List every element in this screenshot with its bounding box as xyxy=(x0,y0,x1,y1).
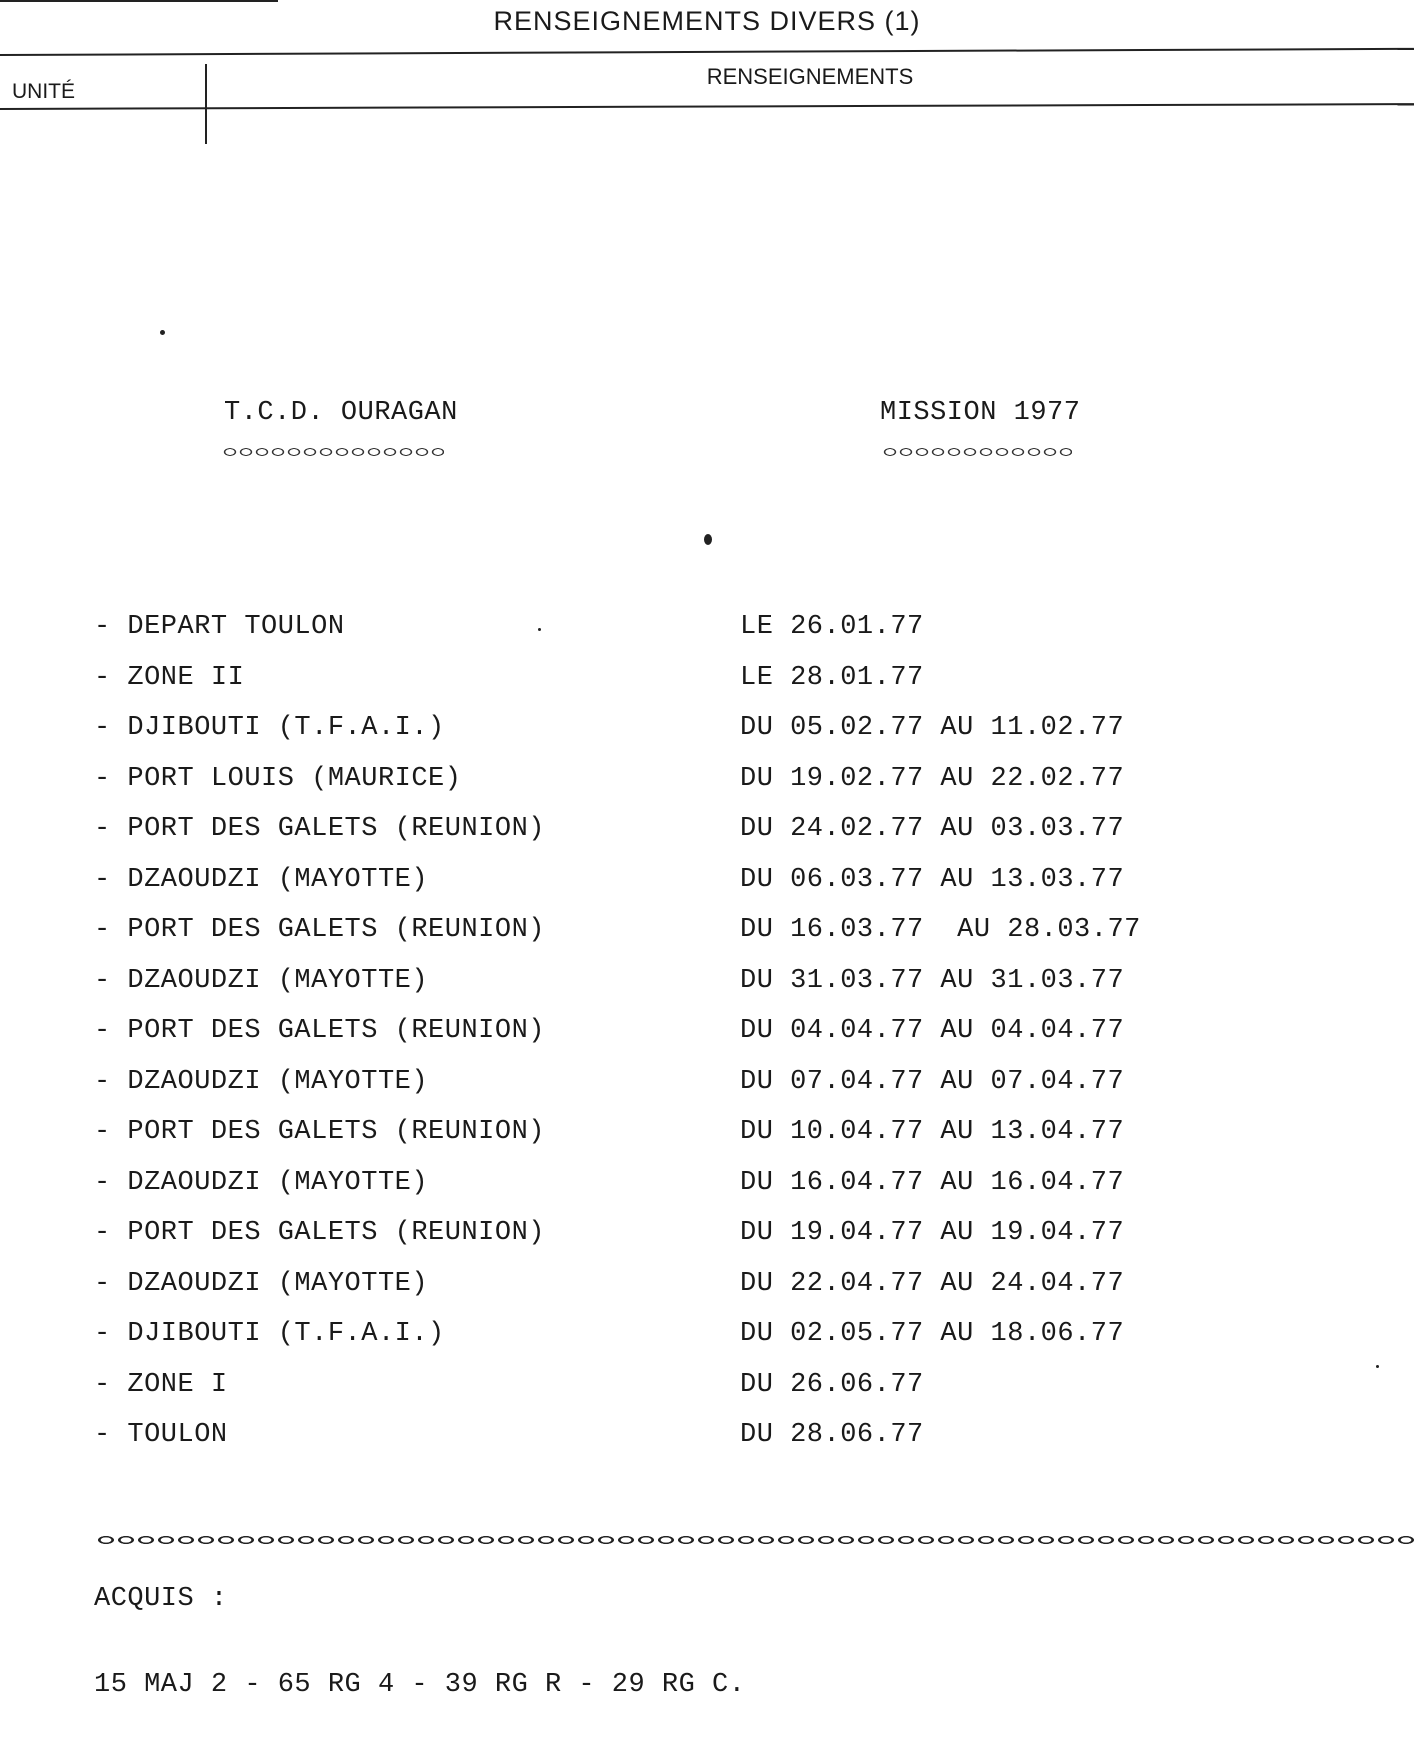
port-dates: DU 28.06.77 xyxy=(740,1420,924,1450)
port-dates: DU 05.02.77 AU 11.02.77 xyxy=(740,713,1125,743)
port-name: - DEPART TOULON xyxy=(94,612,345,642)
list-item xyxy=(94,1420,1344,1471)
list-item xyxy=(94,1168,1344,1219)
list-item xyxy=(94,1370,1344,1421)
port-name: - PORT DES GALETS (REUNION) xyxy=(94,814,545,844)
itinerary-list xyxy=(94,612,1344,1471)
port-name: - TOULON xyxy=(94,1420,228,1450)
port-dates: LE 26.01.77 xyxy=(740,612,924,642)
port-dates: DU 24.02.77 AU 03.03.77 xyxy=(740,814,1125,844)
list-item xyxy=(94,663,1344,714)
list-item xyxy=(94,1269,1344,1320)
list-item xyxy=(94,1067,1344,1118)
list-item xyxy=(94,1016,1344,1067)
port-dates: DU 02.05.77 AU 18.06.77 xyxy=(740,1319,1125,1349)
list-item xyxy=(94,915,1344,966)
port-name: - PORT DES GALETS (REUNION) xyxy=(94,1218,545,1248)
port-dates: DU 10.04.77 AU 13.04.77 xyxy=(740,1117,1125,1147)
port-name: - ZONE II xyxy=(94,662,245,693)
port-dates: DU 07.04.77 AU 07.04.77 xyxy=(740,1066,1125,1097)
port-name: - PORT DES GALETS (REUNION) xyxy=(94,915,545,945)
port-name: - DJIBOUTI (T.F.A.I.) xyxy=(94,713,445,743)
port-name: - DJIBOUTI (T.F.A.I.) xyxy=(94,1319,445,1349)
port-name: - PORT LOUIS (MAURICE) xyxy=(94,763,462,794)
port-dates: DU 19.02.77 AU 22.02.77 xyxy=(740,763,1125,794)
top-left-rule xyxy=(0,0,278,2)
port-dates: DU 19.04.77 AU 19.04.77 xyxy=(740,1218,1125,1248)
list-item xyxy=(94,612,1344,663)
port-dates: DU 22.04.77 AU 24.04.77 xyxy=(740,1268,1125,1299)
scan-speck xyxy=(704,534,712,545)
list-item xyxy=(94,1218,1344,1269)
port-dates: DU 31.03.77 AU 31.03.77 xyxy=(740,965,1125,996)
scan-speck xyxy=(160,330,165,335)
port-name: - ZONE I xyxy=(94,1369,228,1400)
port-dates: DU 16.04.77 AU 16.04.77 xyxy=(740,1167,1125,1198)
list-item xyxy=(94,1319,1344,1370)
port-dates: DU 16.03.77 AU 28.03.77 xyxy=(740,915,1141,945)
acquis-value: 15 MAJ 2 - 65 RG 4 - 39 RG R - 29 RG C. xyxy=(94,1670,746,1700)
ship-name: T.C.D. OURAGAN xyxy=(224,398,458,428)
port-name: - DZAOUDZI (MAYOTTE) xyxy=(94,1268,429,1299)
header-top-rule xyxy=(0,48,1414,56)
port-dates: LE 28.01.77 xyxy=(740,662,924,693)
scan-speck xyxy=(538,628,541,631)
mission-title: MISSION 1977 xyxy=(880,398,1081,428)
section-separator xyxy=(96,1534,1414,1546)
form-title: RENSEIGNEMENTS DIVERS (1) xyxy=(493,6,921,36)
list-item xyxy=(94,713,1344,764)
port-name: - PORT DES GALETS (REUNION) xyxy=(94,1117,545,1147)
list-item xyxy=(94,814,1344,865)
port-dates: DU 04.04.77 AU 04.04.77 xyxy=(740,1016,1125,1046)
port-dates: DU 06.03.77 AU 13.03.77 xyxy=(740,864,1125,895)
acquis-label: ACQUIS : xyxy=(94,1584,228,1614)
port-name: - DZAOUDZI (MAYOTTE) xyxy=(94,1066,429,1097)
header-bottom-rule xyxy=(0,103,1414,110)
port-name: - PORT DES GALETS (REUNION) xyxy=(94,1016,545,1046)
port-name: - DZAOUDZI (MAYOTTE) xyxy=(94,1167,429,1198)
port-name: - DZAOUDZI (MAYOTTE) xyxy=(94,864,429,895)
list-item xyxy=(94,764,1344,815)
list-item xyxy=(94,865,1344,916)
port-name: - DZAOUDZI (MAYOTTE) xyxy=(94,965,429,996)
port-dates: DU 26.06.77 xyxy=(740,1369,924,1400)
scan-speck xyxy=(1376,1365,1379,1368)
ship-underline xyxy=(222,445,444,459)
list-item xyxy=(94,966,1344,1017)
list-item xyxy=(94,1117,1344,1168)
unit-column-label: UNITÉ xyxy=(12,80,75,103)
info-column-label: RENSEIGNEMENTS xyxy=(706,64,914,89)
mission-underline xyxy=(882,445,1072,459)
